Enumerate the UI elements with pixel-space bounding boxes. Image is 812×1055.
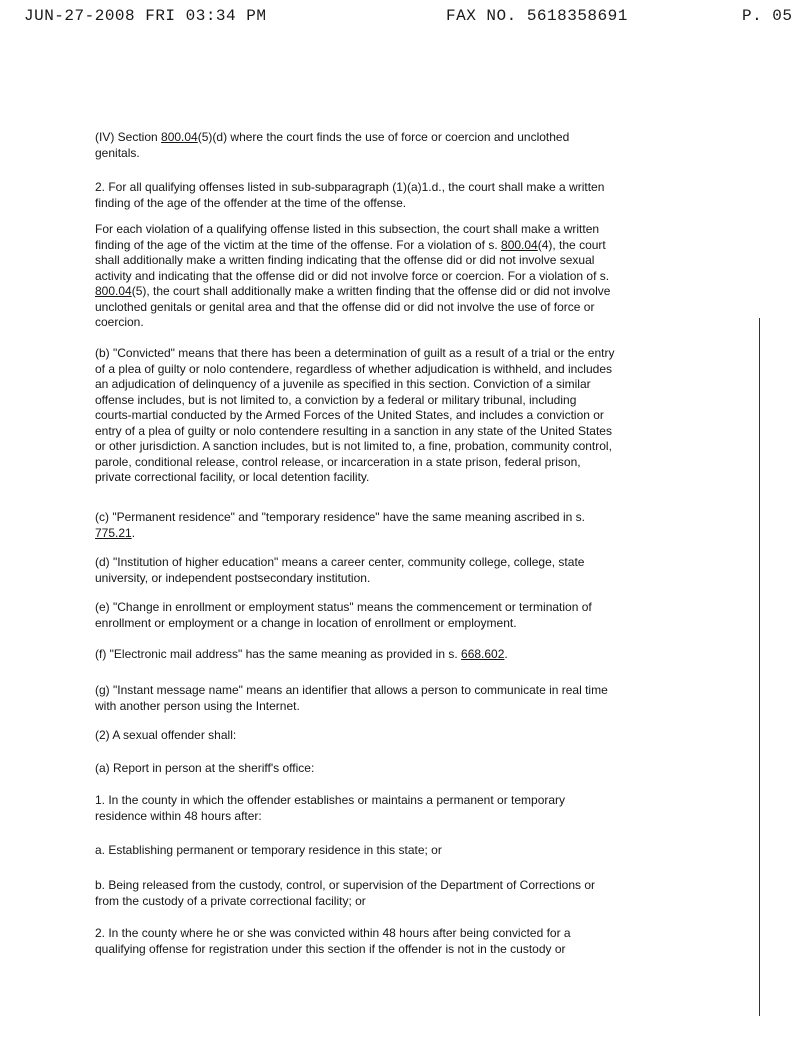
fax-number: FAX NO. 5618358691 bbox=[446, 7, 628, 25]
paragraph-d-institution: (d) "Institution of higher education" means a career center, community college, college, state university, or independent postsecondary institution. bbox=[95, 555, 585, 585]
fax-page-number: P. 05 bbox=[742, 7, 793, 25]
paragraph-c-residence: (c) "Permanent residence" and "temporary residence" have the same meaning ascribed in s. 775.21. bbox=[95, 510, 585, 540]
fax-datetime: JUN-27-2008 FRI 03:34 PM bbox=[24, 7, 267, 25]
paragraph-e-change: (e) "Change in enrollment or employment status" means the commencement or termination of enrollment or employment or a change in location of enrollment or employment. bbox=[95, 600, 592, 630]
statute-link[interactable]: 800.04 bbox=[501, 237, 538, 252]
paragraph-b-convicted: (b) "Convicted" means that there has been a determination of guilt as a result of a trial or the entry of a plea of guilty or nolo contendere, regardless of whether adjudication is withheld, and includes an adjudication of delinquency of a juvenile as specified in this section. Conviction of a similar offense includes, but is not limited to, a conviction by a federal or military tribunal, including courts-martial conducted by the Armed Forces of the United States, and includes a conviction or entry of a plea of guilty or nolo contendere resulting in a sanction in any state of the United States or other jurisdiction. A sanction includes, but is not limited to, a fine, probation, community control, parole, conditional release, control release, or incarceration in a state prison, federal prison, private correctional facility, or local detention facility. bbox=[95, 346, 615, 484]
paragraph-2-county-convicted: 2. In the county where he or she was convicted within 48 hours after being convicted for a qualifying offense for registration under this section if the offender is not in the custody or bbox=[95, 926, 571, 956]
paragraph-g-instant-message: (g) "Instant message name" means an identifier that allows a person to communicate in real time with another person using the Internet. bbox=[95, 683, 608, 713]
paragraph-a-report: (a) Report in person at the sheriff's office: bbox=[95, 761, 315, 775]
fax-header bbox=[0, 0, 812, 30]
paragraph-a-establishing: a. Establishing permanent or temporary residence in this state; or bbox=[95, 843, 442, 857]
statute-link[interactable]: 800.04 bbox=[95, 284, 132, 298]
paragraph-each-violation: For each violation of a qualifying offense listed in this subsection, the court shall make a written finding of the age of the victim at the time of the offense. For a violation of s. 800.04(4), the court shall additionally make a written finding indicating that the offense did or did not involve sexual activity and indicating that the offense did or did not involve force or coercion. For a violation of s. 800.04(5), the court shall additionally make a written finding that the offense did or did not involve unclothed genitals or genital area and that the offense did or did not involve the use of force or coercion. bbox=[95, 222, 611, 329]
scan-margin-line bbox=[759, 318, 760, 1016]
statute-link[interactable]: 800.04 bbox=[161, 130, 198, 144]
paragraph-b-released: b. Being released from the custody, control, or supervision of the Department of Corrections or from the custody of a private correctional facility; or bbox=[95, 878, 596, 908]
paragraph-2-offender: (2) A sexual offender shall: bbox=[95, 728, 237, 742]
statute-link[interactable]: 775.21 bbox=[95, 525, 132, 540]
paragraph-f-email: (f) "Electronic mail address" has the same meaning as provided in s. 668.602. bbox=[95, 647, 508, 661]
statute-link[interactable]: 668.602 bbox=[461, 647, 505, 661]
paragraph-iv: (IV) Section 800.04(5)(d) where the court finds the use of force or coercion and unclothed genitals. bbox=[95, 130, 570, 160]
paragraph-1-county: 1. In the county in which the offender establishes or maintains a permanent or temporary residence within 48 hours after: bbox=[95, 793, 566, 823]
paragraph-2: 2. For all qualifying offenses listed in sub-subparagraph (1)(a)1.d., the court shall make a written finding of the age of the offender at the time of the offense. bbox=[95, 180, 605, 210]
